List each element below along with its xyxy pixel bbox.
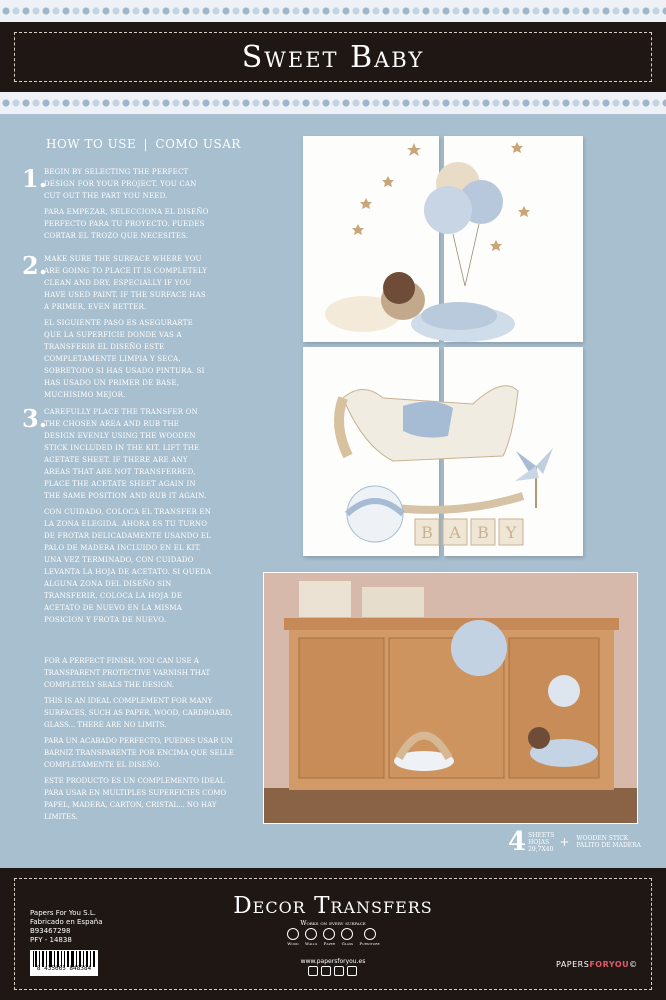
header-banner [0,22,666,92]
glass-icon [341,928,353,940]
block-letter-b2: B [477,523,489,542]
stick-label-en: WOODEN STICK [576,835,629,842]
website-link[interactable]: www.papersforyou.es [300,958,366,965]
block-letter-b: B [421,523,433,542]
top-pattern-strip [0,0,666,22]
step-number: 3. [22,404,48,433]
finish-note: PARA UN ACABADO PERFECTO, PUEDES USAR UN BARNIZ TRANSPARENTE POR ENCIMA QUE SELLE COMPLETAMENTE EL DISEÑO. [44,737,235,769]
youtube-icon[interactable] [334,966,344,976]
dresser-illustration [264,573,637,823]
sweet-baby-illustration [303,136,583,556]
step-3 [22,406,212,630]
surface-wood: Wood [287,928,299,946]
brand-prefix: PAPERS [556,960,590,969]
heading-en: HOW TO USE [46,137,137,151]
header-banner-border [14,32,652,82]
sheets-label-es: HOJAS [528,838,550,846]
step-text-en: CAREFULLY PLACE THE TRANSFER ON THE CHOSEN AREA AND RUB THE DESIGN EVENLY USING THE WOODEN STICK INCLUDED IN THE KIT. LIFT THE ACETATE SHEET. IF THERE ARE ANY AREAS THAT ARE NOT TRANSFERRED, PLACE THE ACETATE SHEET AGAIN IN THE SAME POSITION AND RUB IT AGAIN. [44,408,207,500]
package-contents [508,829,641,855]
finish-note: ESTE PRODUCTO ES UN COMPLEMENTO IDEAL PARA USAR EN MULTIPLES SUPERFICIES COMO PAPEL, MADERA, CARTON, CRISTAL... NO HAY LIMITES. [44,777,227,821]
step-text-en: MAKE SURE THE SURFACE WHERE YOU ARE GOING TO PLACE IT IS COMPLETELY CLEAN AND DRY, ESPECIALLY IF YOU HAVE USED PAINT. IF THE SURFACE HAS A PRIMER, EVEN BETTER. [44,255,208,311]
step-text-es: EL SIGUIENTE PASO ES ASEGURARTE QUE LA SUPERFICIE DONDE VAS A TRANSFERIR EL DISEÑO ESTE COMPLETAMENTE LIMPIA Y SECA, SOBRETODO SI HAS USADO PINTURA. SI HAS USADO UN PRIMER DE BASE, MUCHISIMO MEJOR. [44,319,205,399]
finish-note: THIS IS AN IDEAL COMPLEMENT FOR MANY SURFACES, SUCH AS PAPER, WOOD, CARDBOARD, GLASS... THERE ARE NO LIMITS. [44,697,233,729]
bottom-pattern-strip [0,92,666,114]
block-letter-a: A [449,523,461,542]
step-number: 1. [22,164,48,193]
made-in: Fabricado en España [30,918,103,926]
surface-paper: Paper [323,928,335,946]
vat-number: B93467298 [30,927,71,935]
stick-label-es: PALITO DE MADERA [576,842,641,849]
paper-icon [323,928,335,940]
step-text-en: BEGIN BY SELECTING THE PERFECT DESIGN FOR YOUR PROJECT. YOU CAN CUT OUT THE PART YOU NEED. [44,168,197,200]
tagline: Works on every surface [300,920,366,927]
sheets-count: 4 [508,827,527,857]
brand-mark: © [629,960,638,969]
step-number: 2. [22,251,48,280]
social-icons [308,966,357,976]
sheet-size: 29,7X40 [528,845,554,853]
step-1 [22,166,212,246]
furniture-example-photo [263,572,638,824]
sku-code: PFY - 14838 [30,936,72,944]
step-text-es: PARA EMPEZAR, SELECCIONA EL DISEÑO PERFECTO PARA TU PROYECTO. PUEDES CORTAR EL TROZO QUE NECESITES. [44,208,209,240]
plus-sign: + [559,835,570,849]
product-title: Sweet Baby [241,39,425,75]
facebook-icon[interactable] [321,966,331,976]
email-icon[interactable] [347,966,357,976]
heading-es: COMO USAR [155,137,241,151]
transfer-sheets-preview [303,136,583,556]
sheets-label-en: SHEETS [528,831,555,839]
step-text-es: CON CUIDADO, COLOCA EL TRANSFER EN LA ZONA ELEGIDA. AHORA ES TU TURNO DE FROTAR DELICADAMENTE USANDO EL PALO DE MADERA INCLUIDO EN EL KIT. UNA VEZ TERMINADO, CON CUIDADO LEVANTA LA HOJA DE ACETATO. SI QUEDA ALGUNA ZONA DEL DISEÑO SIN TRANSFERIR, COLOCA LA HOJA DE ACETATO DE NUEVO EN LA MISMA POSICION Y FROTA DE NUEVO. [44,508,212,624]
block-letter-y: Y [505,523,517,542]
product-line-title: Decor Transfers [233,893,433,919]
surface-icons [287,928,380,946]
instagram-icon[interactable] [308,966,318,976]
brand-suffix: YOU [608,960,630,969]
finish-note: FOR A PERFECT FINISH, YOU CAN USE A TRANSPARENT PROTECTIVE VARNISH THAT COMPLETELY SEALS THE DESIGN. [44,657,211,689]
company-name: Papers For You S.L. [30,909,96,917]
wood-icon [287,928,299,940]
surface-furniture: Furniture [359,928,379,946]
walls-icon [305,928,317,940]
barcode-number: 8 435665 848384 [36,965,92,972]
step-2 [22,253,212,405]
brand-accent: FOR [589,960,609,969]
surface-walls: Walls [305,928,317,946]
furniture-icon [364,928,376,940]
how-to-use-heading: HOW TO USE | COMO USAR [46,137,241,151]
finish-notes [44,655,236,827]
surface-glass: Glass [341,928,353,946]
brand-logo [556,960,638,969]
